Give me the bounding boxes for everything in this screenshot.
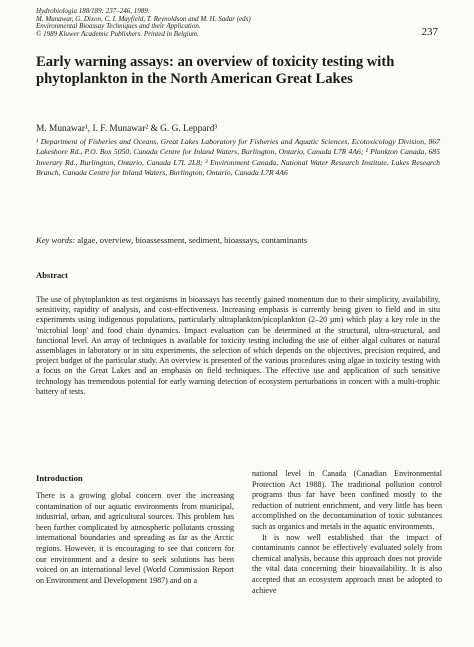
introduction-left-column: There is a growing global concern over the increasing contamination of our aquatic environments from municipal, industrial, urban, and agricultural sources. This problem has been further complicated by atmospheric pollutants crossing international boundaries and spreading as far as the Arctic regions. However, it is encouraging to see that concern for our environment and a desire to seek solutions has been voiced on an international level (World Commission Report on Environment and Development 1987) and on a <box>36 491 234 585</box>
running-head-book-title: Environmental Bioassay Techniques and their Application. <box>36 22 201 31</box>
abstract-body: The use of phytoplankton as test organisms in bioassays has recently gained momentum due to their simplicity, availability, sensitivity, rapidity of analysis, and cost-effectiveness. Increasing emphasis is currently being given to field and in situ experiments using indigenous populations, particularly ultraplankton/picoplankton (2–20 µm) which play a key role in the 'microbial loop' and food chain dynamics. Impact evaluation can be determined at the structural, ultra-structural, and functional level. An array of techniques is available for toxicity testing including the use of either algal cultures or natural assemblages in laboratory or in situ experiments, the selection of which depends on the objectives, precision required, and project budget of the particular study. An overview is presented of the various procedures using algae in toxicity testing with a focus on the Great Lakes and an emphasis on field techniques. The effective use and application of such sensitive technology has tremendous potential for early warning detection of ecosystem perturbations in concert with a multi-trophic battery of tests. <box>36 295 440 396</box>
running-head-editors: M. Munawar, G. Dixon, C. I. Mayfield, T. Reynoldson and M. H. Sadar (eds) <box>36 14 251 23</box>
introduction-paragraph-2: It is now well established that the impact of contaminants cannot be effectively evaluated solely from chemical analysis, because this approach does not provide the vital data concerning their bioavailability. It is also accepted that an ecosystem approach must be adopted to achieve <box>252 532 442 595</box>
article-title: Early warning assays: an overview of toxicity testing with phytoplankton in the North American Great Lakes <box>36 54 395 87</box>
author-list: M. Munawar¹, I. F. Munawar² & G. G. Leppard³ <box>36 124 218 134</box>
introduction-heading: Introduction <box>36 473 83 483</box>
abstract-heading: Abstract <box>36 270 68 280</box>
keywords-label: Key words: <box>36 235 76 245</box>
running-head-citation: Hydrobiologia 188/189: 237–246, 1989. <box>36 7 150 15</box>
page-number: 237 <box>421 26 438 38</box>
introduction-right-column <box>252 469 442 596</box>
running-head <box>36 8 396 38</box>
running-head-copyright: © 1989 Kluwer Academic Publishers. Printed in Belgium. <box>36 29 199 38</box>
introduction-paragraph-continued: national level in Canada (Canadian Environmental Protection Act 1988). The traditional pollution control programs thus far have been confined mostly to the reduction of nutrient enrichment, and very little has been accomplished on the decontamination of toxic substances such as organics and metals in the aquatic environments. <box>252 469 442 531</box>
author-affiliations: ¹ Department of Fisheries and Oceans, Great Lakes Laboratory for Fisheries and Aquatic Sciences, Ecotoxicology Division, 867 Lakeshore Rd., P.O. Box 5050, Canada Centre for Inland Waters, Burlington, Ontario, Canada L7R 4A6; ² Plankton Canada, 685 Inverary Rd., Burlington, Ontario, Canada L7L 2L8; ³ Environment Canada, National Water Research Institute, Lakes Research Branch, Canada Centre for Inland Waters, Burlington, Ontario, Canada L7R 4A6 <box>36 137 440 178</box>
keywords-text: algae, overview, bioassessment, sediment, bioassays, contaminants <box>77 235 308 245</box>
keywords <box>36 235 440 246</box>
